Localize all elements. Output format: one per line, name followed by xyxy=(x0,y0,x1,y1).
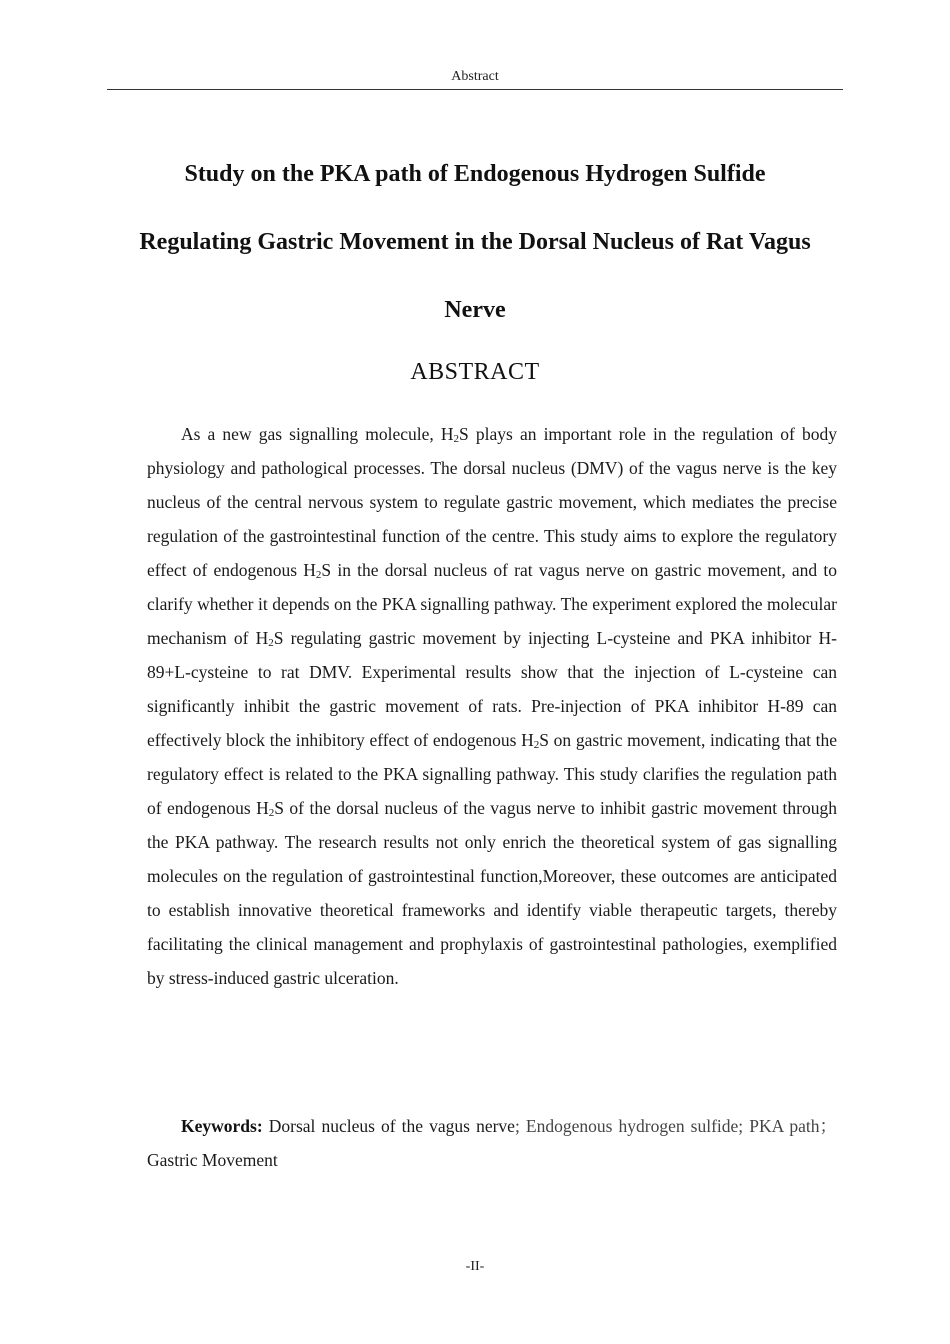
subscript: 2 xyxy=(453,433,460,445)
running-header: Abstract xyxy=(451,69,499,84)
abstract-text: S plays an important role in the regulation of body physiology and pathological processes. The dorsal nucleus (DMV) of the vagus nerve is the key nucleus of the central nervous system to regulate gastric movement, which mediates the precise regulation of the gastrointestinal function of the centre. This study aims to explore the regulatory effect of endogenous H xyxy=(147,424,837,580)
abstract-text: S regulating gastric movement by injecting L-cysteine and PKA inhibitor H-89+L-cysteine to rat DMV. Experimental results show that the injection of L-cysteine can significantly inhibit the gastric movement of rats. Pre-injection of PKA inhibitor H-89 can effectively block the inhibitory effect of endogenous H xyxy=(147,628,837,750)
subscript: 2 xyxy=(268,637,274,649)
subscript: 2 xyxy=(533,739,540,751)
keyword-term: Gastric Movement xyxy=(147,1150,278,1170)
keywords-label: Keywords: xyxy=(181,1116,263,1136)
header-rule xyxy=(107,89,843,90)
abstract-paragraph xyxy=(147,417,837,995)
page-number: -II- xyxy=(465,1259,485,1274)
keywords-paragraph xyxy=(147,1109,837,1177)
thesis-title xyxy=(100,140,850,344)
title-line-2: Regulating Gastric Movement in the Dorsal Nucleus of Rat Vagus xyxy=(139,229,811,255)
subscript: 2 xyxy=(268,807,275,819)
abstract-text: As a new gas signalling molecule, H xyxy=(181,424,454,444)
abstract-text: S of the dorsal nucleus of the vagus nerve to inhibit gastric movement through the PKA pathway. The research results not only enrich the theoretical system of gas signalling molecules on the regulation of gastrointestinal function,Moreover, these outcomes are anticipated to establish innovative theoretical frameworks and identify viable therapeutic targets, thereby facilitating the clinical management and prophylaxis of gastrointestinal pathologies, exemplified by stress-induced gastric ulceration. xyxy=(147,798,837,988)
keyword-term: Dorsal nucleus of the vagus nerve xyxy=(262,1116,515,1136)
abstract-text: S in the dorsal nucleus of rat vagus nerve on gastric movement, and to clarify whether it depends on the PKA signalling pathway. The experiment explored the molecular mechanism of H xyxy=(147,560,837,648)
title-line-3: Nerve xyxy=(444,297,506,323)
abstract-text: S on gastric movement, indicating that the regulatory effect is related to the PKA signalling pathway. This study clarifies the regulation path of endogenous H xyxy=(147,730,837,818)
subscript: 2 xyxy=(315,569,322,581)
keyword-term: ; Endogenous hydrogen sulfide; PKA path； xyxy=(514,1116,838,1136)
title-line-1: Study on the PKA path of Endogenous Hydrogen Sulfide xyxy=(184,161,766,187)
abstract-heading: ABSTRACT xyxy=(410,359,540,385)
